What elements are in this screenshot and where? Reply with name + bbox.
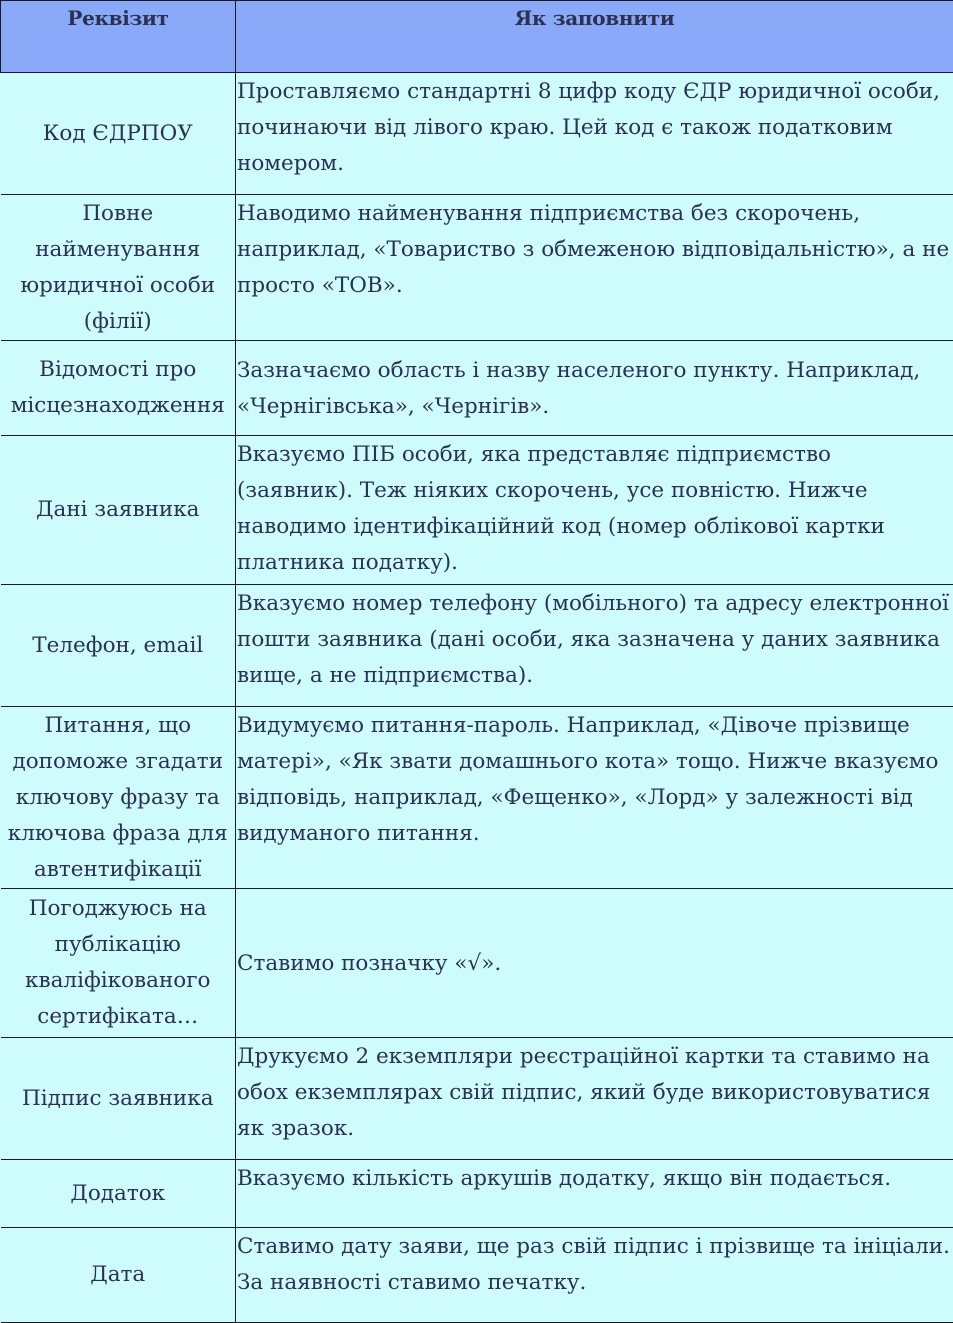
header-requisite: Реквізит: [1, 1, 236, 73]
how-to-fill-cell: Вказуємо ПІБ особи, яка представляє підприємство (заявник). Теж ніяких скорочень, усе повністю. Нижче наводимо ідентифікаційний код (номер облікової картки платника податку).: [236, 436, 953, 585]
table-header-row: [1, 1, 953, 73]
table-row: [1, 1228, 953, 1323]
requisite-cell: Повне найменування юридичної особи (філії): [1, 195, 236, 341]
table-row: [1, 195, 953, 341]
requisite-cell: Код ЄДРПОУ: [1, 73, 236, 195]
requisite-cell: Підпис заявника: [1, 1038, 236, 1160]
how-to-fill-cell: Ставимо позначку «√».: [236, 889, 953, 1038]
table-row: [1, 1160, 953, 1228]
table-row: [1, 341, 953, 436]
how-to-fill-cell: Видумуємо питання-пароль. Наприклад, «Дівоче прізвище матері», «Як звати домашнього кота» тощо. Нижче вказуємо відповідь, наприклад, «Фещенко», «Лорд» у залежності від видуманого питання.: [236, 707, 953, 889]
how-to-fill-cell: Вказуємо кількість аркушів додатку, якщо він подається.: [236, 1160, 953, 1228]
table-row: [1, 1038, 953, 1160]
how-to-fill-cell: Ставимо дату заяви, ще раз свій підпис і прізвище та ініціали. За наявності ставимо печатку.: [236, 1228, 953, 1323]
requisite-cell: Відомості про місцезнаходження: [1, 341, 236, 436]
requisite-cell: Питання, що допоможе згадати ключову фразу та ключова фраза для автентифікації: [1, 707, 236, 889]
how-to-fill-cell: Проставляємо стандартні 8 цифр коду ЄДР юридичної особи, починаючи від лівого краю. Цей код є також податковим номером.: [236, 73, 953, 195]
requisite-cell: Телефон, email: [1, 585, 236, 707]
how-to-fill-cell: Друкуємо 2 екземпляри реєстраційної картки та ставимо на обох екземплярах свій підпис, який буде використовуватися як зразок.: [236, 1038, 953, 1160]
how-to-fill-cell: Вказуємо номер телефону (мобільного) та адресу електронної пошти заявника (дані особи, яка зазначена у даних заявника вище, а не підприємства).: [236, 585, 953, 707]
requisite-cell: Дані заявника: [1, 436, 236, 585]
table-row: [1, 707, 953, 889]
how-to-fill-cell: Наводимо найменування підприємства без скорочень, наприклад, «Товариство з обмеженою відповідальністю», а не просто «ТОВ».: [236, 195, 953, 341]
table-row: [1, 436, 953, 585]
requisite-cell: Дата: [1, 1228, 236, 1323]
requisite-cell: Додаток: [1, 1160, 236, 1228]
table-row: [1, 73, 953, 195]
requisite-cell: Погоджуюсь на публікацію кваліфікованого сертифіката…: [1, 889, 236, 1038]
how-to-fill-cell: Зазначаємо область і назву населеного пункту. Наприклад, «Чернігівська», «Чернігів».: [236, 341, 953, 436]
header-how-to-fill: Як заповнити: [236, 1, 953, 73]
table-row: [1, 585, 953, 707]
table-row: [1, 889, 953, 1038]
